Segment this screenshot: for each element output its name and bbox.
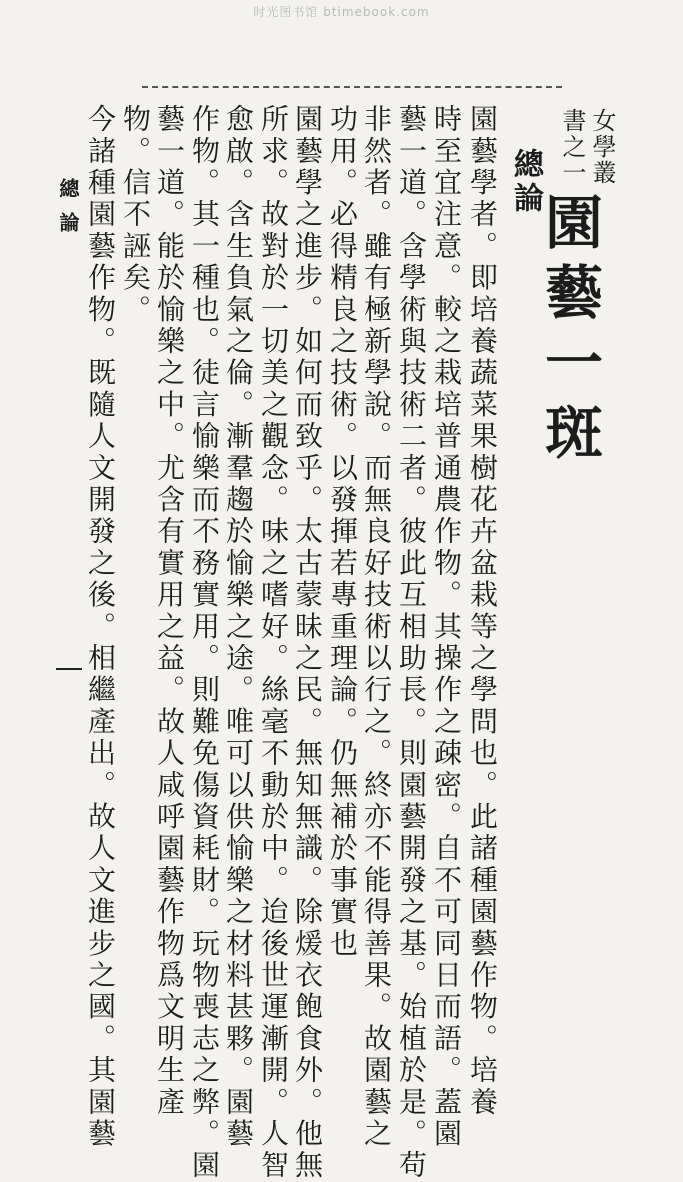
text-column-2: 時至宜注意。較之栽培普通農作物。其操作之疎密。自不可同日而語。蓋園	[430, 104, 463, 1151]
page-title: 園藝一斑	[535, 192, 603, 472]
page-number-mark	[56, 668, 82, 670]
text-column-3: 藝一道。含學術與技術二者。彼此互相助長。則園藝開發之基。始植於是。苟	[395, 104, 428, 1182]
text-column-10: 藝一道。能於愉樂之中。尤含有實用之益。故人咸呼園藝作物爲文明生產	[153, 104, 186, 1119]
text-column-12: 今諸種園藝作物。既隨人文開發之後。相繼產出。故人文進步之國。其園藝	[84, 104, 117, 1151]
text-column-1: 園藝學者。即培養蔬菜果樹花卉盆栽等之學問也。此諸種園藝作物。培養	[466, 104, 499, 1119]
text-column-8: 愈啟。含生負氣之倫。漸羣趨於愉樂之途。唯可以供愉樂之材料甚夥。園藝	[222, 104, 255, 1151]
text-column-5: 功用。必得精良之技術。以發揮若專重理論。仍無補於事實也	[326, 104, 359, 960]
series-label-line1: 女學叢	[588, 108, 616, 186]
series-label-line2: 書之一	[558, 108, 586, 186]
text-column-11: 物。信不誣矣。	[119, 104, 152, 326]
top-dashed-rule	[142, 86, 562, 88]
running-head: 總論	[56, 178, 80, 246]
section-heading: 總論	[508, 148, 543, 216]
text-column-9: 作物。其一種也。徒言愉樂而不務實用。則難免傷資耗財。玩物喪志之弊。園	[188, 104, 221, 1182]
text-column-7: 所求。故對於一切美之觀念。味之嗜好。絲毫不動於中。迨後世運漸開。人智	[257, 104, 290, 1182]
watermark: 时光图书馆 btimebook.com	[253, 5, 430, 19]
text-column-6: 園藝學之進步。如何而致乎。太古蒙昧之民。無知無識。除煖衣飽食外。他無	[291, 104, 324, 1182]
text-column-4: 非然者。雖有極新學說。而無良好技術以行之。終亦不能得善果。故園藝之	[360, 104, 393, 1151]
